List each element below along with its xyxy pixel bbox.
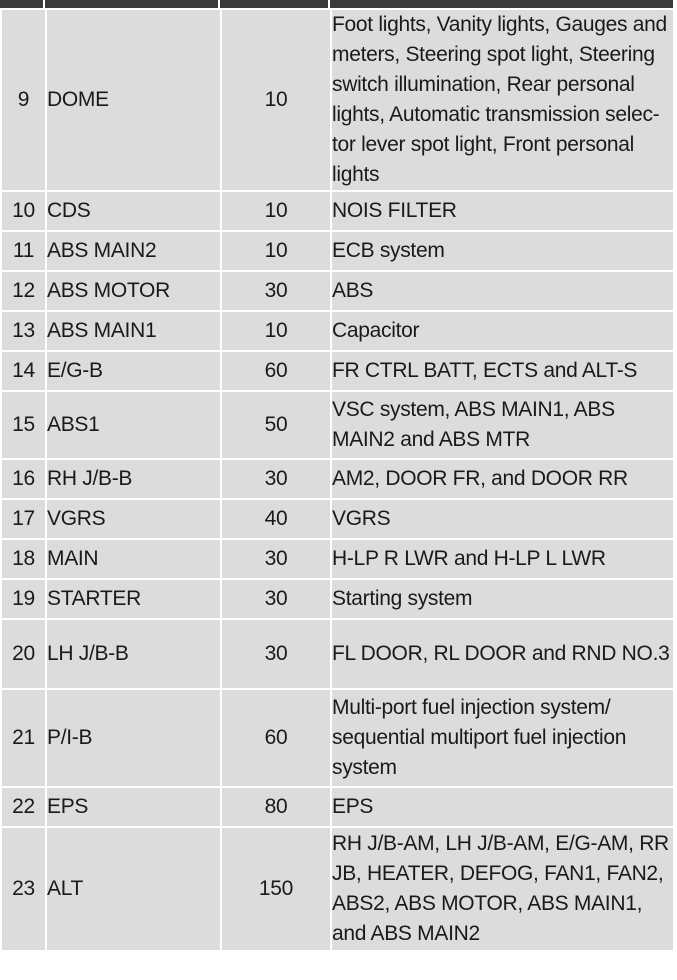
fuse-name: P/I-B bbox=[46, 689, 221, 787]
fuse-number: 16 bbox=[1, 459, 46, 499]
fuse-ampere: 60 bbox=[221, 351, 331, 391]
fuse-number: 18 bbox=[1, 539, 46, 579]
fuse-name: VGRS bbox=[46, 499, 221, 539]
fuse-name: STARTER bbox=[46, 579, 221, 619]
header-divider bbox=[218, 0, 220, 8]
fuse-circuit: FL DOOR, RL DOOR and RND NO.3 bbox=[331, 619, 674, 689]
table-row bbox=[1, 351, 674, 391]
fuse-circuit: FR CTRL BATT, ECTS and ALT-S bbox=[331, 351, 674, 391]
fuse-circuit: ECB system bbox=[331, 231, 674, 271]
fuse-circuit: ABS bbox=[331, 271, 674, 311]
fuse-table bbox=[0, 8, 675, 952]
fuse-number: 17 bbox=[1, 499, 46, 539]
table-row bbox=[1, 459, 674, 499]
table-row bbox=[1, 9, 674, 191]
table-row bbox=[1, 191, 674, 231]
fuse-number: 9 bbox=[1, 9, 46, 191]
fuse-number: 22 bbox=[1, 787, 46, 827]
fuse-name: ABS1 bbox=[46, 391, 221, 459]
fuse-circuit: Starting system bbox=[331, 579, 674, 619]
fuse-ampere: 30 bbox=[221, 539, 331, 579]
fuse-number: 10 bbox=[1, 191, 46, 231]
table-row bbox=[1, 231, 674, 271]
table-row bbox=[1, 311, 674, 351]
fuse-circuit: Foot lights, Vanity lights, Gauges and meters, Steering spot light, Steering switch illumination, Rear personal lights, Automatic transmission selec-tor lever spot light, Front personal lights bbox=[331, 9, 674, 191]
fuse-name: E/G-B bbox=[46, 351, 221, 391]
fuse-name: ABS MAIN2 bbox=[46, 231, 221, 271]
fuse-circuit: NOIS FILTER bbox=[331, 191, 674, 231]
fuse-ampere: 50 bbox=[221, 391, 331, 459]
table-header-bar bbox=[0, 0, 673, 8]
table-row bbox=[1, 787, 674, 827]
fuse-name: ALT bbox=[46, 827, 221, 951]
fuse-name: EPS bbox=[46, 787, 221, 827]
fuse-number: 11 bbox=[1, 231, 46, 271]
fuse-number: 19 bbox=[1, 579, 46, 619]
fuse-ampere: 30 bbox=[221, 619, 331, 689]
fuse-circuit: Capacitor bbox=[331, 311, 674, 351]
table-row bbox=[1, 619, 674, 689]
fuse-circuit: Multi-port fuel injection system/ sequential multiport fuel injection system bbox=[331, 689, 674, 787]
fuse-name: DOME bbox=[46, 9, 221, 191]
fuse-number: 12 bbox=[1, 271, 46, 311]
fuse-circuit: EPS bbox=[331, 787, 674, 827]
fuse-circuit: VSC system, ABS MAIN1, ABS MAIN2 and ABS MTR bbox=[331, 391, 674, 459]
fuse-ampere: 30 bbox=[221, 459, 331, 499]
header-divider bbox=[43, 0, 45, 8]
fuse-ampere: 10 bbox=[221, 191, 331, 231]
fuse-circuit: VGRS bbox=[331, 499, 674, 539]
fuse-name: MAIN bbox=[46, 539, 221, 579]
fuse-ampere: 10 bbox=[221, 9, 331, 191]
fuse-ampere: 30 bbox=[221, 271, 331, 311]
table-row bbox=[1, 579, 674, 619]
fuse-name: ABS MAIN1 bbox=[46, 311, 221, 351]
fuse-ampere: 10 bbox=[221, 231, 331, 271]
header-divider bbox=[328, 0, 330, 8]
fuse-name: CDS bbox=[46, 191, 221, 231]
table-row bbox=[1, 271, 674, 311]
fuse-number: 21 bbox=[1, 689, 46, 787]
fuse-circuit: RH J/B-AM, LH J/B-AM, E/G-AM, RR JB, HEATER, DEFOG, FAN1, FAN2, ABS2, ABS MOTOR, ABS MAIN1, and ABS MAIN2 bbox=[331, 827, 674, 951]
fuse-number: 14 bbox=[1, 351, 46, 391]
fuse-circuit: AM2, DOOR FR, and DOOR RR bbox=[331, 459, 674, 499]
fuse-name: LH J/B-B bbox=[46, 619, 221, 689]
fuse-circuit: H-LP R LWR and H-LP L LWR bbox=[331, 539, 674, 579]
fuse-ampere: 80 bbox=[221, 787, 331, 827]
fuse-number: 13 bbox=[1, 311, 46, 351]
fuse-ampere: 60 bbox=[221, 689, 331, 787]
table-row bbox=[1, 539, 674, 579]
table-row bbox=[1, 827, 674, 951]
fuse-number: 20 bbox=[1, 619, 46, 689]
fuse-number: 15 bbox=[1, 391, 46, 459]
table-row bbox=[1, 499, 674, 539]
table-row bbox=[1, 689, 674, 787]
fuse-ampere: 30 bbox=[221, 579, 331, 619]
fuse-ampere: 150 bbox=[221, 827, 331, 951]
fuse-ampere: 40 bbox=[221, 499, 331, 539]
fuse-name: RH J/B-B bbox=[46, 459, 221, 499]
table-row bbox=[1, 391, 674, 459]
fuse-ampere: 10 bbox=[221, 311, 331, 351]
fuse-number: 23 bbox=[1, 827, 46, 951]
fuse-name: ABS MOTOR bbox=[46, 271, 221, 311]
